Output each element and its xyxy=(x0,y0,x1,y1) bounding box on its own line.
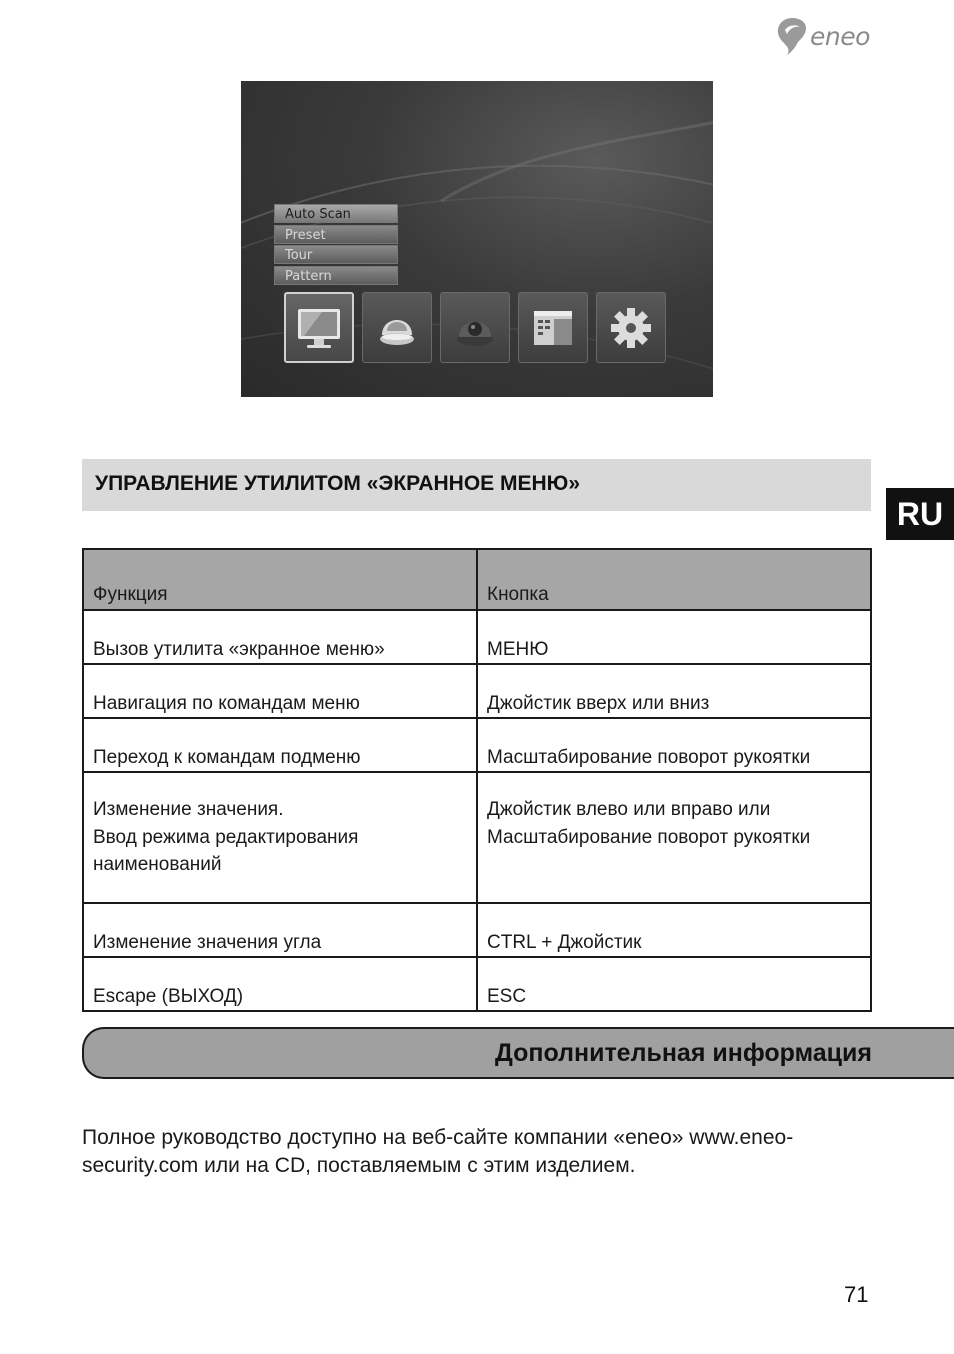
table-row xyxy=(83,903,871,957)
function-table xyxy=(82,548,872,1012)
table-row xyxy=(83,772,871,903)
eneo-logo xyxy=(776,14,870,58)
osd-menu-item[interactable]: Auto Scan xyxy=(274,204,398,223)
table-header-row xyxy=(83,549,871,610)
eneo-logo-text: eneo xyxy=(810,21,870,51)
osd-camera-button[interactable] xyxy=(362,292,432,363)
function-cell xyxy=(83,664,477,718)
button-cell xyxy=(477,718,871,772)
table-row xyxy=(83,957,871,1011)
osd-ptz-button[interactable] xyxy=(440,292,510,363)
cell-text: Вызов утилита «экранное меню» xyxy=(93,638,385,660)
cell-text: Навигация по командам меню xyxy=(93,692,360,714)
cell-text: Ввод режима редактирования xyxy=(93,826,359,848)
eneo-logo-mark-icon xyxy=(776,16,808,56)
language-tab: RU xyxy=(886,488,954,540)
cell-text: МЕНЮ xyxy=(487,638,549,660)
cell-text: CTRL + Джойстик xyxy=(487,931,642,953)
function-cell xyxy=(83,957,477,1011)
cell-text: Джойстик вверх или вниз xyxy=(487,692,710,714)
function-cell xyxy=(83,610,477,664)
cell-text: Изменение значения угла xyxy=(93,931,322,953)
column-header-button: Кнопка xyxy=(477,549,871,610)
cell-text: Масштабирование поворот рукоятки xyxy=(487,746,811,768)
function-cell xyxy=(83,718,477,772)
banner-title: Дополнительная информация xyxy=(494,1039,872,1067)
osd-submenu xyxy=(274,204,398,286)
cell-text: наименований xyxy=(93,854,222,875)
column-header-function: Функция xyxy=(83,549,477,610)
button-cell xyxy=(477,664,871,718)
osd-menu-item[interactable]: Pattern xyxy=(274,266,398,285)
button-cell xyxy=(477,772,871,903)
button-cell xyxy=(477,903,871,957)
cell-text: Escape (ВЫХОД) xyxy=(93,985,244,1007)
button-cell xyxy=(477,610,871,664)
cell-text: Изменение значения. xyxy=(93,799,284,820)
osd-setup-button[interactable] xyxy=(596,292,666,363)
camera-dome-dark-icon xyxy=(448,301,502,355)
info-banner xyxy=(82,1027,954,1079)
osd-screenshot xyxy=(241,81,713,397)
function-cell xyxy=(83,772,477,903)
gear-icon xyxy=(604,301,658,355)
body-paragraph: Полное руководство доступно на веб-сайте компании «eneo» www.eneo-security.com или на CD, поставляемым с этим изделием. xyxy=(82,1126,794,1177)
camera-dome-icon xyxy=(370,301,424,355)
cell-text: ESC xyxy=(487,985,527,1007)
button-cell xyxy=(477,957,871,1011)
osd-display-button[interactable] xyxy=(284,292,354,363)
window-list-icon xyxy=(526,301,580,355)
osd-icon-bar xyxy=(284,292,666,363)
cell-text: Масштабирование поворот рукоятки xyxy=(487,826,811,848)
osd-system-button[interactable] xyxy=(518,292,588,363)
page-number: 71 xyxy=(844,1282,869,1307)
table-row xyxy=(83,610,871,664)
function-cell xyxy=(83,903,477,957)
osd-menu-item[interactable]: Tour xyxy=(274,245,398,264)
monitor-icon xyxy=(292,301,346,355)
cell-text: Переход к командам подменю xyxy=(93,746,361,768)
osd-menu-item[interactable]: Preset xyxy=(274,225,398,244)
cell-text: Джойстик влево или вправо или xyxy=(487,799,771,820)
table-row xyxy=(83,664,871,718)
table-row xyxy=(83,718,871,772)
section-title: УПРАВЛЕНИЕ УТИЛИТОМ «ЭКРАННОЕ МЕНЮ» xyxy=(82,459,871,511)
